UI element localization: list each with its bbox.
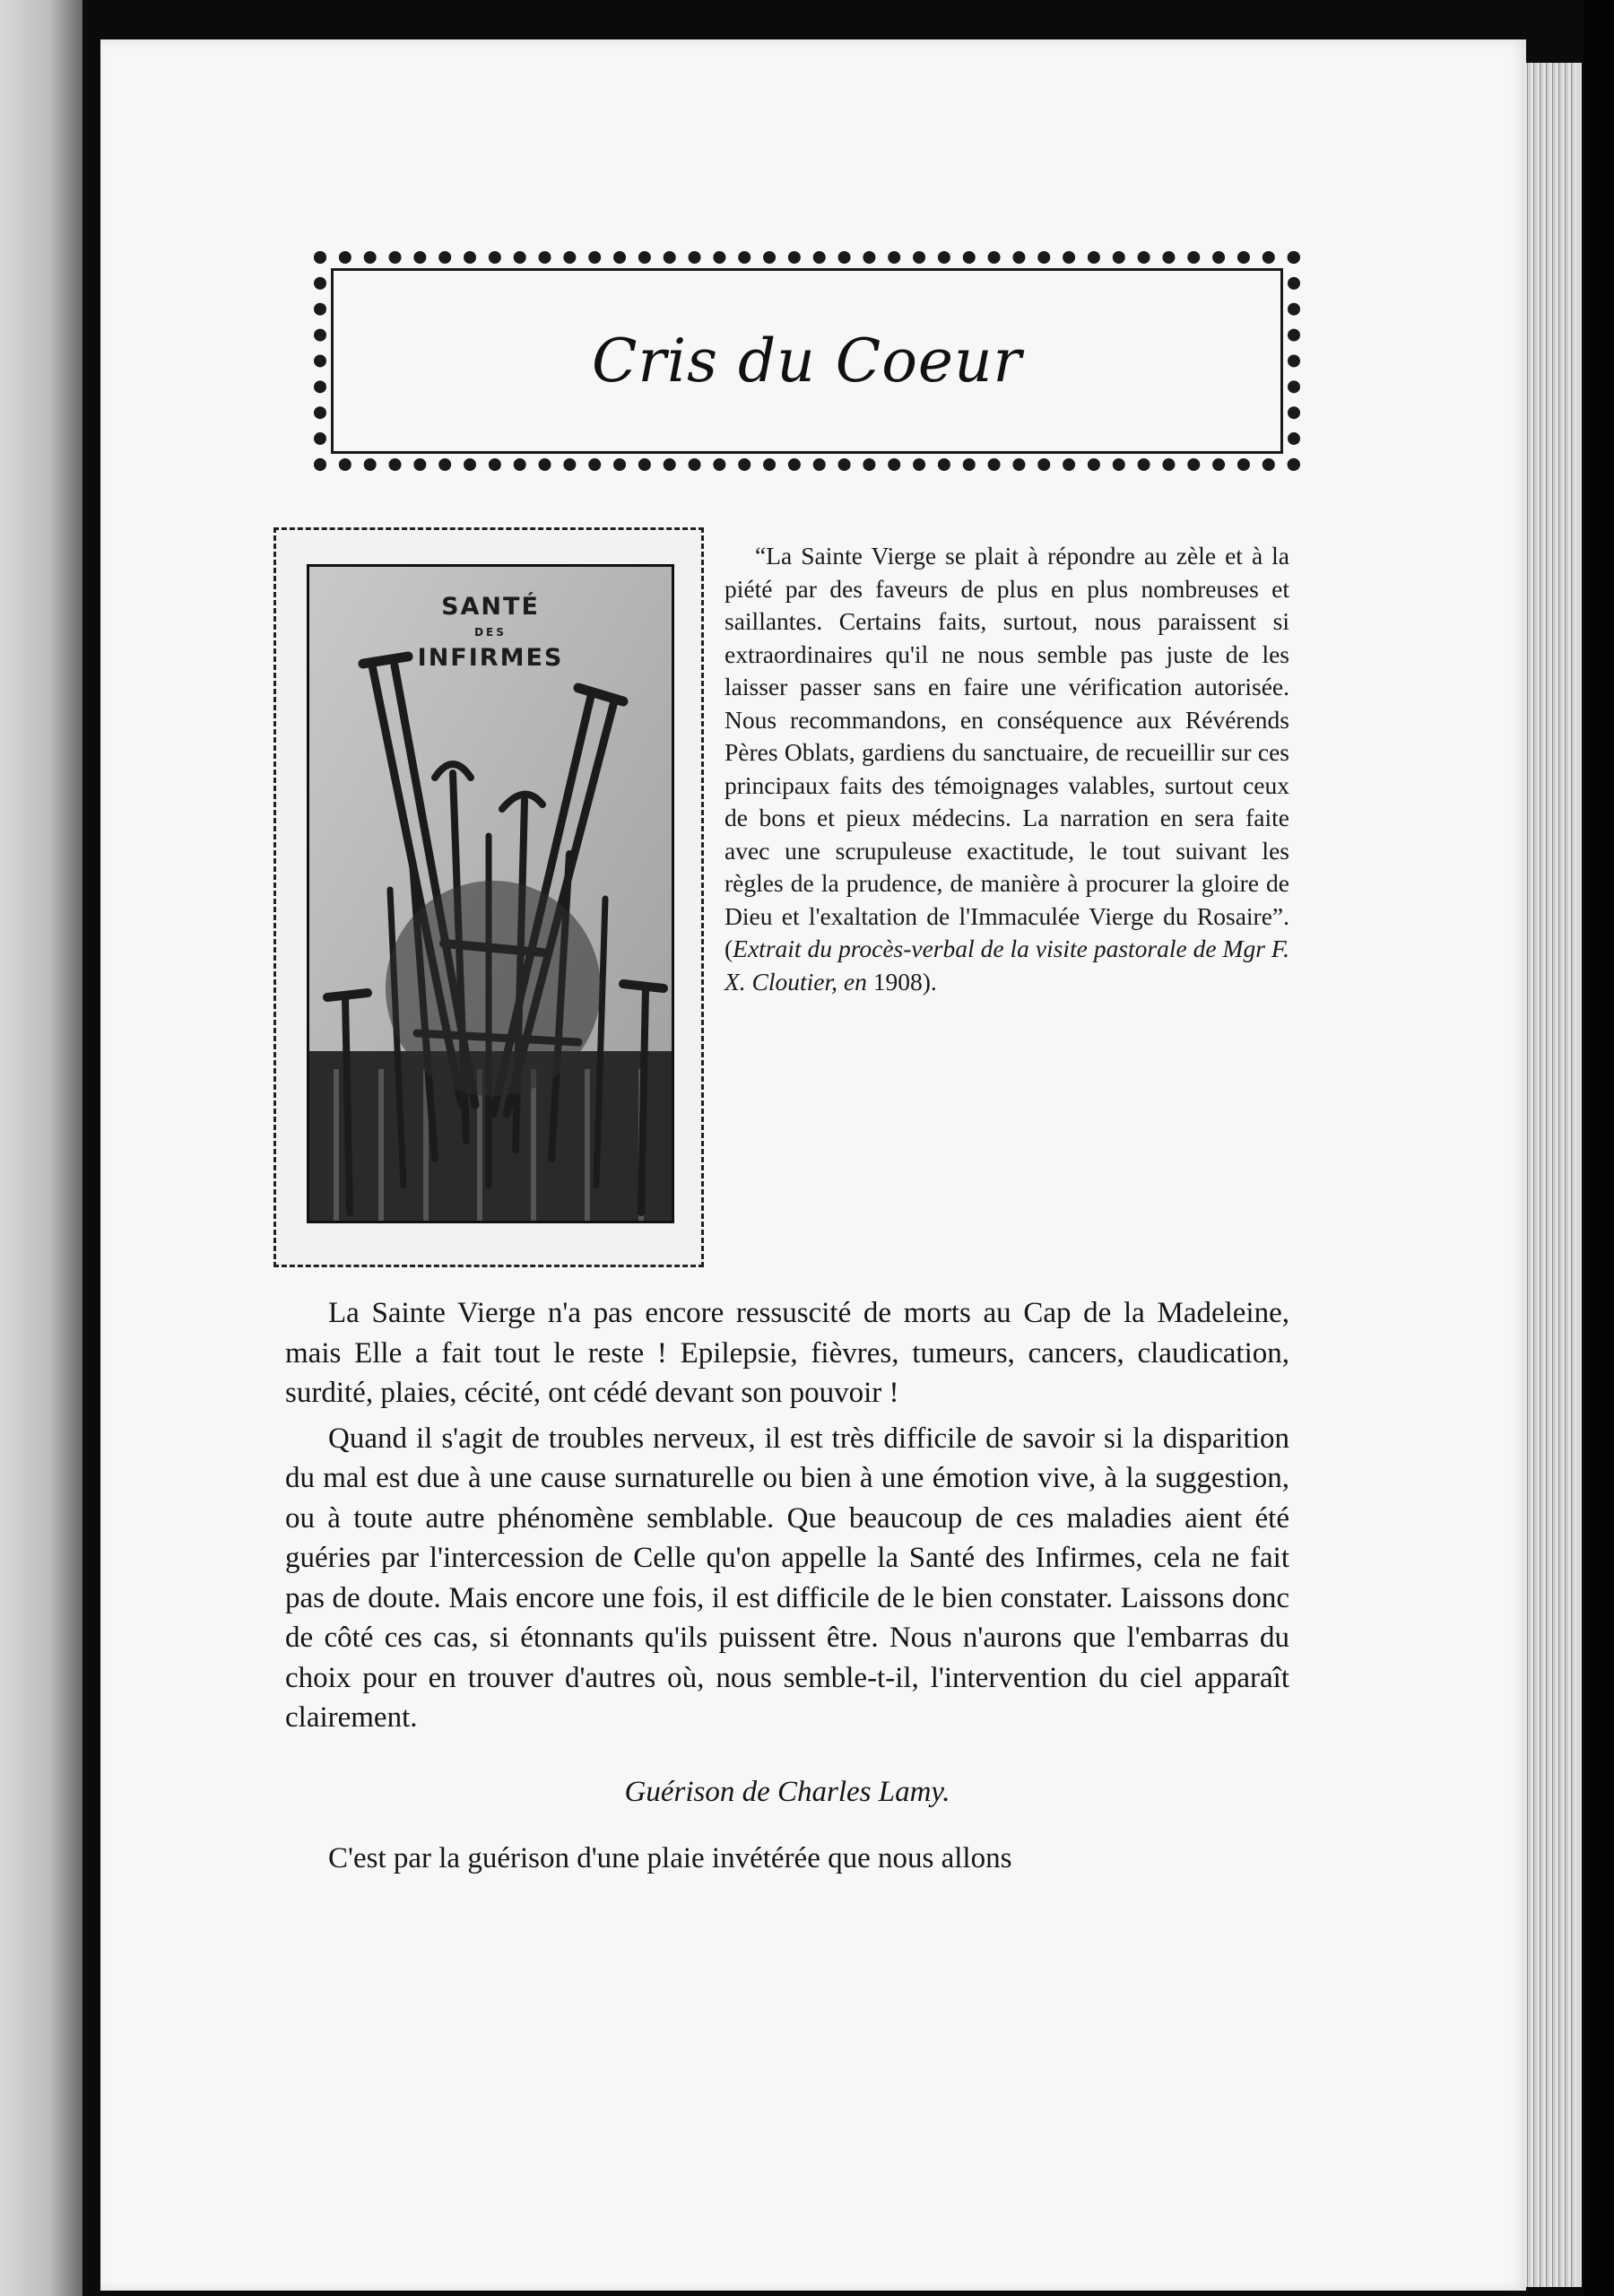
section-subheading: Guérison de Charles Lamy. <box>624 1775 950 1808</box>
scan-background <box>1584 0 1614 2296</box>
crutches-photo <box>307 564 674 1223</box>
left-page-edge <box>0 0 82 2296</box>
photo-frame <box>273 527 704 1267</box>
photo-caption-top: SANTÉ <box>441 593 540 621</box>
paragraph-1: La Sainte Vierge n'a pas encore ressuscité de morts au Cap de la Madeleine, mais Elle a fait tout le reste ! Epilepsie, fièvres, tumeurs, cancers, claudication, surdité, plaies, cécité, ont cédé devant son pouvoir ! <box>285 1297 1289 1409</box>
page-stack-edge <box>1524 63 1582 2287</box>
quote-source-end: 1908). <box>866 967 937 996</box>
bishop-quote <box>725 540 1289 998</box>
page-title: Cris du Coeur <box>591 326 1023 396</box>
photo-caption <box>309 592 672 674</box>
quote-source: Extrait du procès-verbal de la visite pastorale de Mgr F. X. Cloutier, en <box>725 935 1289 996</box>
photo-caption-middle: DES <box>474 625 507 639</box>
article-body <box>285 1293 1289 1884</box>
title-frame <box>314 251 1300 471</box>
paragraph-2: Quand il s'agit de troubles nerveux, il est très difficile de savoir si la disparition du mal est due à une cause surnaturelle ou bien à une émotion vive, à la suggestion, ou à toute autre phénomène semblable. Que beaucoup de ces maladies aient été guéries par l'intercession de Celle qu'on appelle la Santé des Infirmes, cela ne fait pas de doute. Mais encore une fois, il est difficile de le bien constater. Laissons donc de côté ces cas, si étonnants qu'ils puissent être. Nous n'aurons que l'embarras du choix pour en trouver d'autres où, nous semble-t-il, l'intervention du ciel apparaît clairement. <box>285 1422 1289 1734</box>
quote-text: “La Sainte Vierge se plait à répondre au zèle et à la piété par des faveurs de plus en plus nombreuses et saillantes. Certains faits, surtout, nous paraissent si extraordinaires qu'il ne nous semble pas juste de les laisser passer sans en faire une vérification autorisée. Nous recommandons, en conséquence aux Révérends Pères Oblats, gardiens du sanctuaire, de recueillir sur ces principaux faits des témoignages valables, surtout ceux de bons et pieux médecins. La narration en sera faite avec une scrupuleuse exactitude, le tout suivant les règles de la prudence, de manière à procurer la gloire de Dieu et l'exaltation de l'Immaculée Vierge du Rosaire”. ( <box>725 542 1289 962</box>
photo-caption-bottom: INFIRMES <box>417 643 564 672</box>
paragraph-3: C'est par la guérison d'une plaie invétérée que nous allons <box>328 1842 1012 1874</box>
